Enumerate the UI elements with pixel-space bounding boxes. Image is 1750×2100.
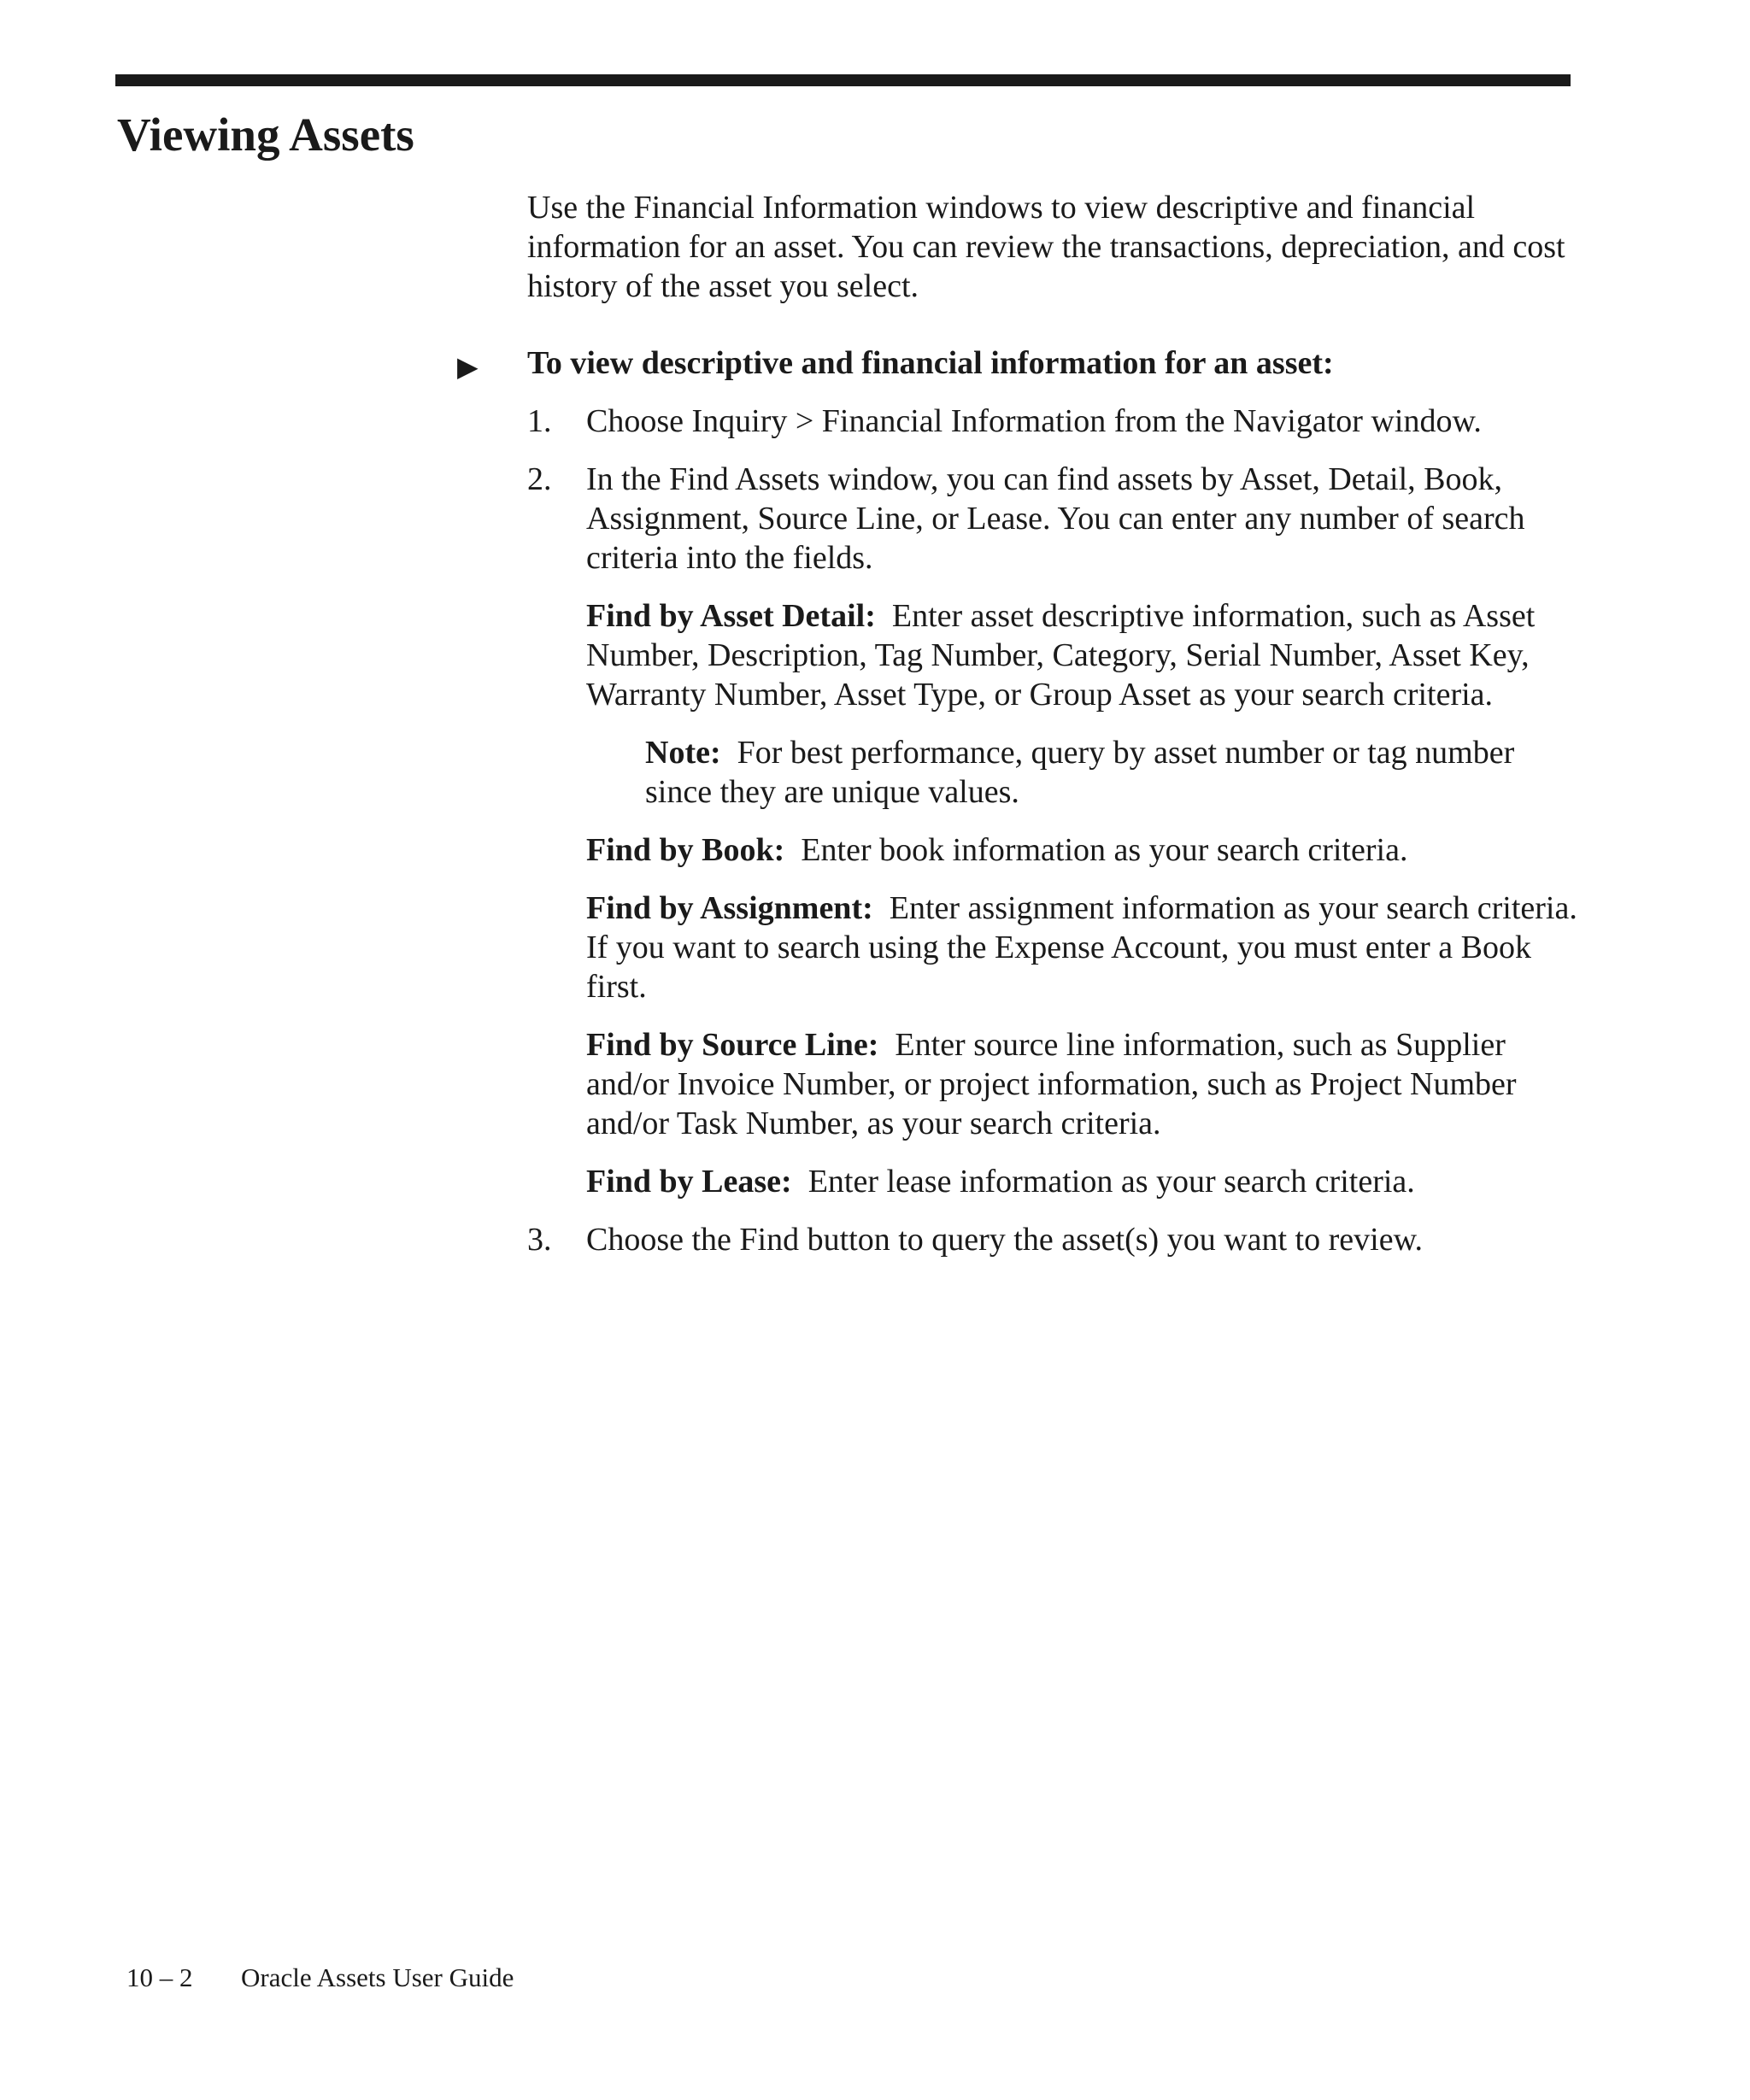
- step-text: Choose the Find button to query the asset(s) you want to review.: [586, 1222, 1424, 1258]
- find-by-label: Find by Lease:: [586, 1164, 792, 1200]
- note-label: Note:: [645, 735, 721, 771]
- footer-page-number: 10 – 2: [126, 1962, 193, 1992]
- procedure-steps: [527, 402, 1594, 1259]
- step-number: 3.: [527, 1222, 552, 1258]
- performance-note: [586, 733, 1578, 812]
- find-by-text: Enter book information as your search criteria.: [784, 832, 1408, 868]
- find-by-label: Find by Source Line:: [586, 1027, 879, 1063]
- step-text: Choose Inquiry > Financial Information from the Navigator window.: [586, 403, 1482, 439]
- triangle-right-icon: ▶: [457, 351, 479, 382]
- find-by-source-line: [586, 1025, 1578, 1143]
- page-footer: [126, 1961, 514, 1995]
- find-by-text: Enter assignment information as your search criteria. If you want to search using the Expense Account, you must enter a Book first.: [586, 890, 1594, 1005]
- top-rule: [115, 74, 1571, 86]
- procedure-heading: [457, 343, 1578, 383]
- find-by-assignment: [586, 889, 1594, 1006]
- step-1: [527, 402, 1578, 441]
- step-text: In the Find Assets window, you can find assets by Asset, Detail, Book, Assignment, Source Line, or Lease. You can enter any number of search criteria into the fields.: [586, 461, 1525, 576]
- find-by-label: Find by Book:: [586, 832, 785, 868]
- find-by-label: Find by Asset Detail:: [586, 598, 876, 634]
- intro-paragraph: Use the Financial Information windows to view descriptive and financial information for an asset. You can review the transactions, depreciation, and cost history of the asset you select.: [527, 190, 1565, 304]
- find-by-text: Enter lease information as your search criteria.: [791, 1164, 1415, 1200]
- note-text: For best performance, query by asset number or tag number since they are unique values.: [645, 735, 1523, 810]
- find-by-label: Find by Assignment:: [586, 890, 873, 926]
- find-by-book: [586, 830, 1578, 870]
- find-by-text: Enter source line information, such as Supplier and/or Invoice Number, or project information, such as Project Number and/or Task Number, as your search criteria.: [586, 1027, 1525, 1141]
- step-3: [527, 1220, 1578, 1259]
- step-number: 1.: [527, 403, 552, 439]
- footer-book-title: Oracle Assets User Guide: [241, 1962, 514, 1992]
- find-by-lease: [586, 1162, 1578, 1201]
- page-title: Viewing Assets: [117, 109, 414, 161]
- step-number: 2.: [527, 461, 552, 497]
- main-content: [457, 188, 1594, 1278]
- step-2: [527, 460, 1594, 1201]
- find-by-text: Enter asset descriptive information, such as Asset Number, Description, Tag Number, Category, Serial Number, Asset Key, Warranty Number, Asset Type, or Group Asset as your search criteria.: [586, 598, 1543, 713]
- find-by-asset-detail: [586, 596, 1578, 714]
- procedure-heading-text: To view descriptive and financial information for an asset:: [527, 345, 1334, 381]
